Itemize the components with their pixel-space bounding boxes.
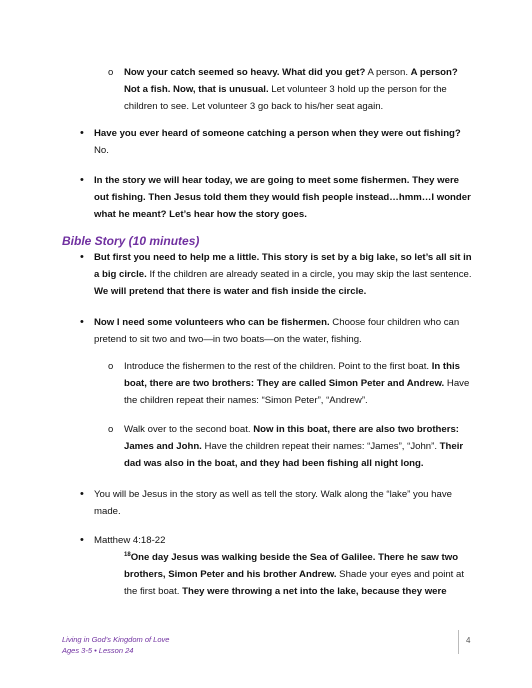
list-item <box>94 486 474 520</box>
bold-text: Now your catch seemed so heavy. What did you get? <box>124 67 366 78</box>
sub-bullet-marker: o <box>108 424 114 435</box>
footer-title: Living in God’s Kingdom of Love <box>62 635 170 644</box>
text: Matthew 4:18-22 <box>94 535 166 546</box>
verse-text <box>124 552 464 597</box>
bullet-marker: • <box>80 316 84 328</box>
bold-text: Their dad was also in the boat, and they had been fishing all night long. <box>124 441 464 469</box>
text: Let volunteer 3 hold up the person for the children to see. Let volunteer 3 go back to his/her seat again. <box>124 84 447 112</box>
bold-text: But first you need to help me a little. This story is set by a big lake, so let’s all sit in a big circle. <box>94 252 472 280</box>
text: Shade your eyes and point at the first boat. <box>124 569 464 597</box>
bold-text: They were throwing a net into the lake, because they were <box>182 586 447 597</box>
bullet-marker: • <box>80 251 84 263</box>
list-item <box>124 421 476 472</box>
bold-text: We will pretend that there is water and fish inside the circle. <box>94 286 367 297</box>
list-item <box>94 532 394 549</box>
bullet-marker: • <box>80 174 84 186</box>
text: Have the children repeat their names: “James”, “John”. <box>201 441 440 452</box>
scripture-verse <box>124 549 476 600</box>
bullet-marker: • <box>80 127 84 139</box>
text: No. <box>94 145 109 156</box>
text: Have the children repeat their names: “Simon Peter”, “Andrew”. <box>124 378 470 406</box>
bold-text: Now I need some volunteers who can be fishermen. <box>94 317 330 328</box>
list-item <box>94 314 478 348</box>
text: You will be Jesus in the story as well as tell the story. Walk along the “lake” you have made. <box>94 489 452 517</box>
sub-bullet-marker: o <box>108 67 114 78</box>
bullet-marker: • <box>80 488 84 500</box>
list-item <box>124 64 474 115</box>
bold-text: In the story we will hear today, we are going to meet some fishermen. They were out fishing. Then Jesus told them they would fish people instead…hmm…I wonder what he meant? Let’s hear how the story goes. <box>94 175 471 220</box>
page-number: 4 <box>466 636 471 645</box>
footer <box>62 634 169 656</box>
text: If the children are already seated in a circle, you may skip the last sentence. <box>146 269 472 280</box>
text: A person. <box>365 67 411 78</box>
text: Choose four children who can pretend to sit two and two—in two boats—on the water, fishing. <box>94 317 460 345</box>
bold-text: Have you ever heard of someone catching a person when they were out fishing? <box>94 128 461 139</box>
bold-text: In this boat, there are two brothers: They are called Simon Peter and Andrew. <box>124 361 460 389</box>
list-item <box>94 249 478 300</box>
list-item <box>94 172 472 223</box>
bold-text: A person? Not a fish. Now, that is unusual. <box>124 67 458 95</box>
footer-subtitle: Ages 3-5 • Lesson 24 <box>62 646 134 655</box>
text: Walk over to the second boat. <box>124 424 254 435</box>
bullet-marker: • <box>80 534 84 546</box>
bold-text: One day Jesus was walking beside the Sea of Galilee. There he saw two brothers, Simon Peter and his brother Andrew. <box>124 552 459 580</box>
verse-number: 18 <box>124 551 131 558</box>
bold-text: Now in this boat, there are also two brothers: James and John. <box>124 424 459 452</box>
footer-divider <box>458 630 459 654</box>
list-item <box>124 358 476 409</box>
sub-bullet-marker: o <box>108 361 114 372</box>
list-item <box>94 125 478 159</box>
section-heading: Bible Story (10 minutes) <box>62 234 200 248</box>
text: Introduce the fishermen to the rest of the children. Point to the first boat. <box>124 361 432 372</box>
